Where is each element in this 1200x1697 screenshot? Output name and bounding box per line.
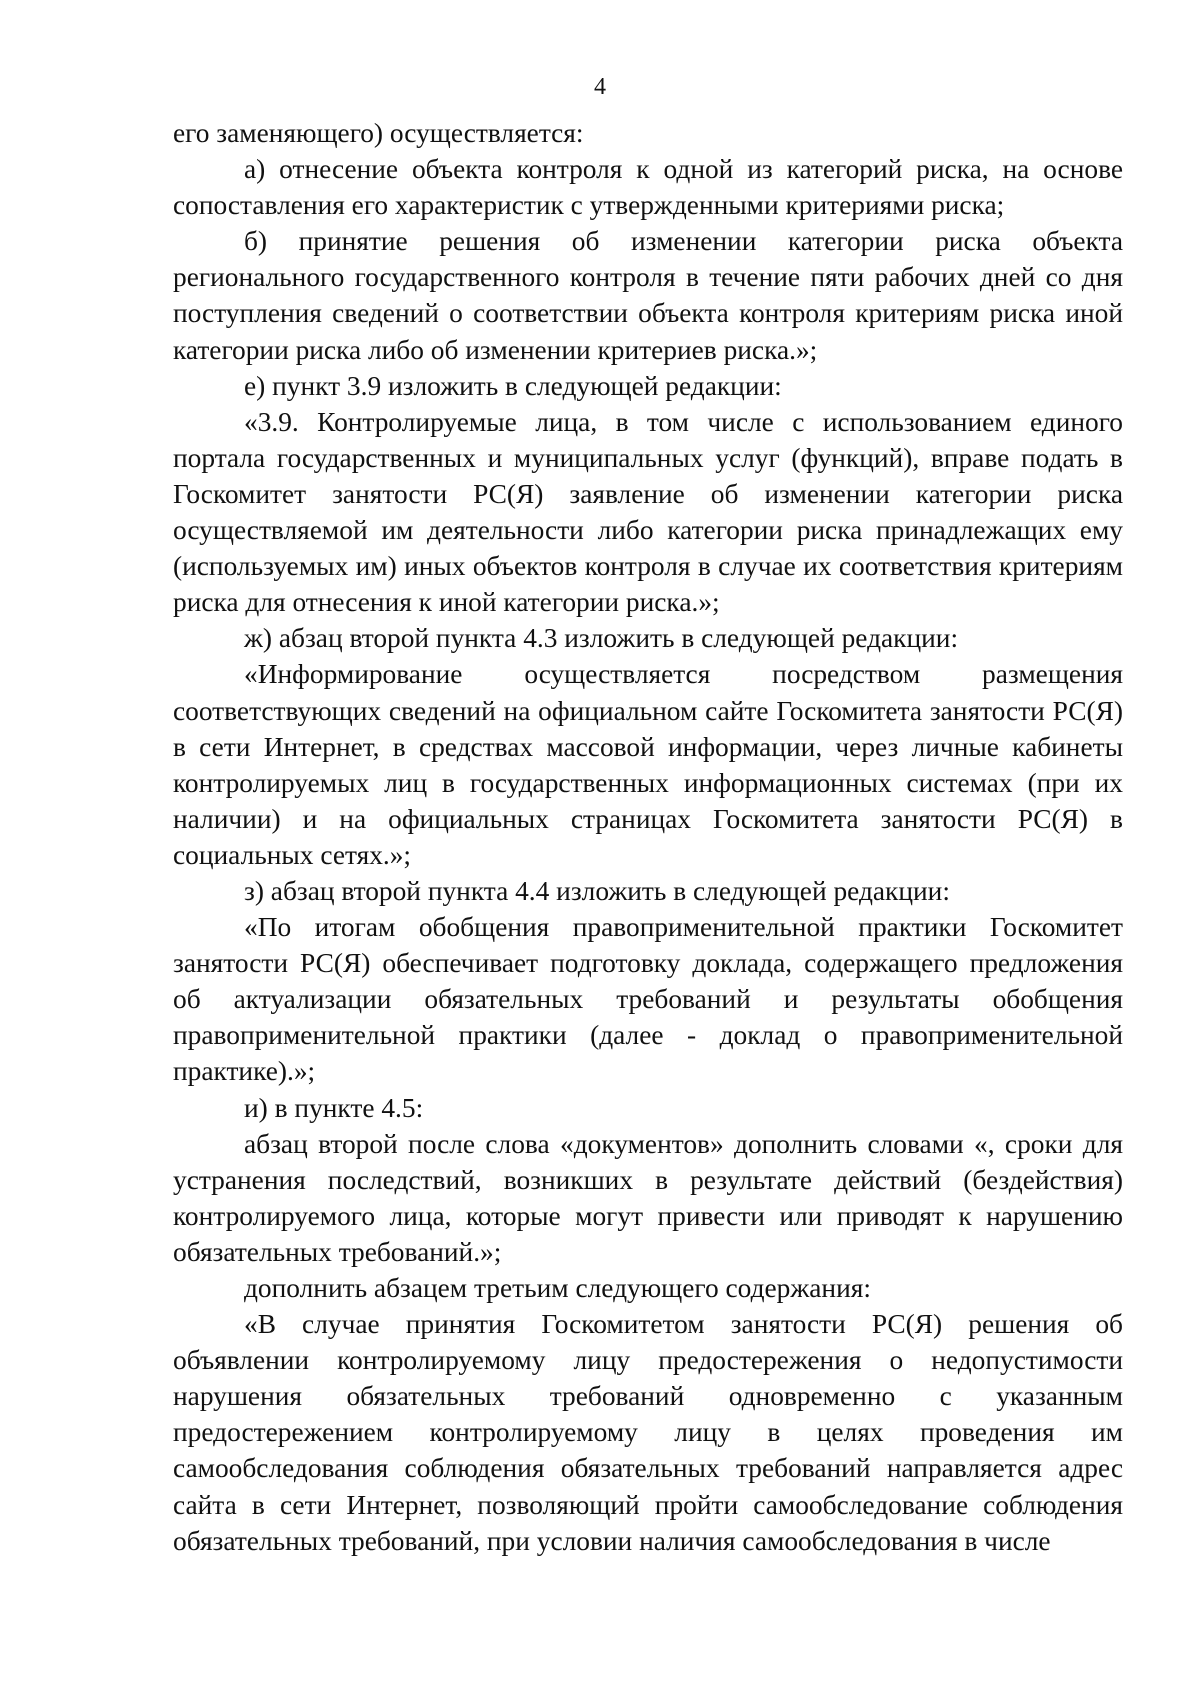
paragraph: б) принятие решения об изменении категории риска объекта регионального государственного контроля в течение пяти рабочих дней со дня поступления сведений о соответствии объекта контроля критериям риска иной категории риска либо об изменении критериев риска.»; bbox=[173, 226, 1123, 365]
paragraph: его заменяющего) осуществляется: bbox=[173, 118, 584, 148]
paragraph: «В случае принятия Госкомитетом занятости РС(Я) решения об объявлении контролируемому лицу предостережения о недопустимости нарушения обязательных требований одновременно с указанным предостережением контролируемому лицу в целях проведения им самообследования соблюдения обязательных требований направляется адрес сайта в сети Интернет, позволяющий пройти самообследование соблюдения обязательных требований, при условии наличия самообследования в числе bbox=[173, 1309, 1123, 1556]
paragraph: «По итогам обобщения правоприменительной практики Госкомитет занятости РС(Я) обеспечивает подготовку доклада, содержащего предложения об актуализации обязательных требований и результаты обобщения правоприменительной практики (далее - доклад о правоприменительной практике).»; bbox=[173, 912, 1123, 1087]
page-number: 4 bbox=[594, 74, 606, 100]
paragraph: «Информирование осуществляется посредством размещения соответствующих сведений на официальном сайте Госкомитета занятости РС(Я) в сети Интернет, в средствах массовой информации, через личные кабинеты контролируемых лиц в государственных информационных системах (при их наличии) и на официальных страницах Госкомитета занятости РС(Я) в социальных сетях.»; bbox=[173, 659, 1123, 870]
paragraph: з) абзац второй пункта 4.4 изложить в следующей редакции: bbox=[244, 875, 950, 906]
paragraph: ж) абзац второй пункта 4.3 изложить в следующей редакции: bbox=[244, 623, 959, 654]
paragraph: дополнить абзацем третьим следующего содержания: bbox=[244, 1273, 871, 1303]
paragraph: «3.9. Контролируемые лица, в том числе с использованием единого портала государственных и муниципальных услуг (функций), вправе подать в Госкомитет занятости РС(Я) заявление об изменении категории риска осуществляемой им деятельности либо категории риска принадлежащих ему (используемых им) иных объектов контроля в случае их соответствия критериям риска для отнесения к иной категории риска.»; bbox=[173, 406, 1123, 618]
paragraph: а) отнесение объекта контроля к одной из категорий риска, на основе сопоставления его характеристик с утвержденными критериями риска; bbox=[173, 154, 1123, 221]
paragraph: абзац второй после слова «документов» дополнить словами «, сроки для устранения последствий, возникших в результате действий (бездействия) контролируемого лица, которые могут привести или приводят к нарушению обязательных требований.»; bbox=[173, 1128, 1123, 1267]
paragraph: и) в пункте 4.5: bbox=[244, 1092, 424, 1123]
document-body bbox=[173, 115, 1123, 1559]
paragraph: е) пункт 3.9 изложить в следующей редакции: bbox=[244, 370, 782, 401]
